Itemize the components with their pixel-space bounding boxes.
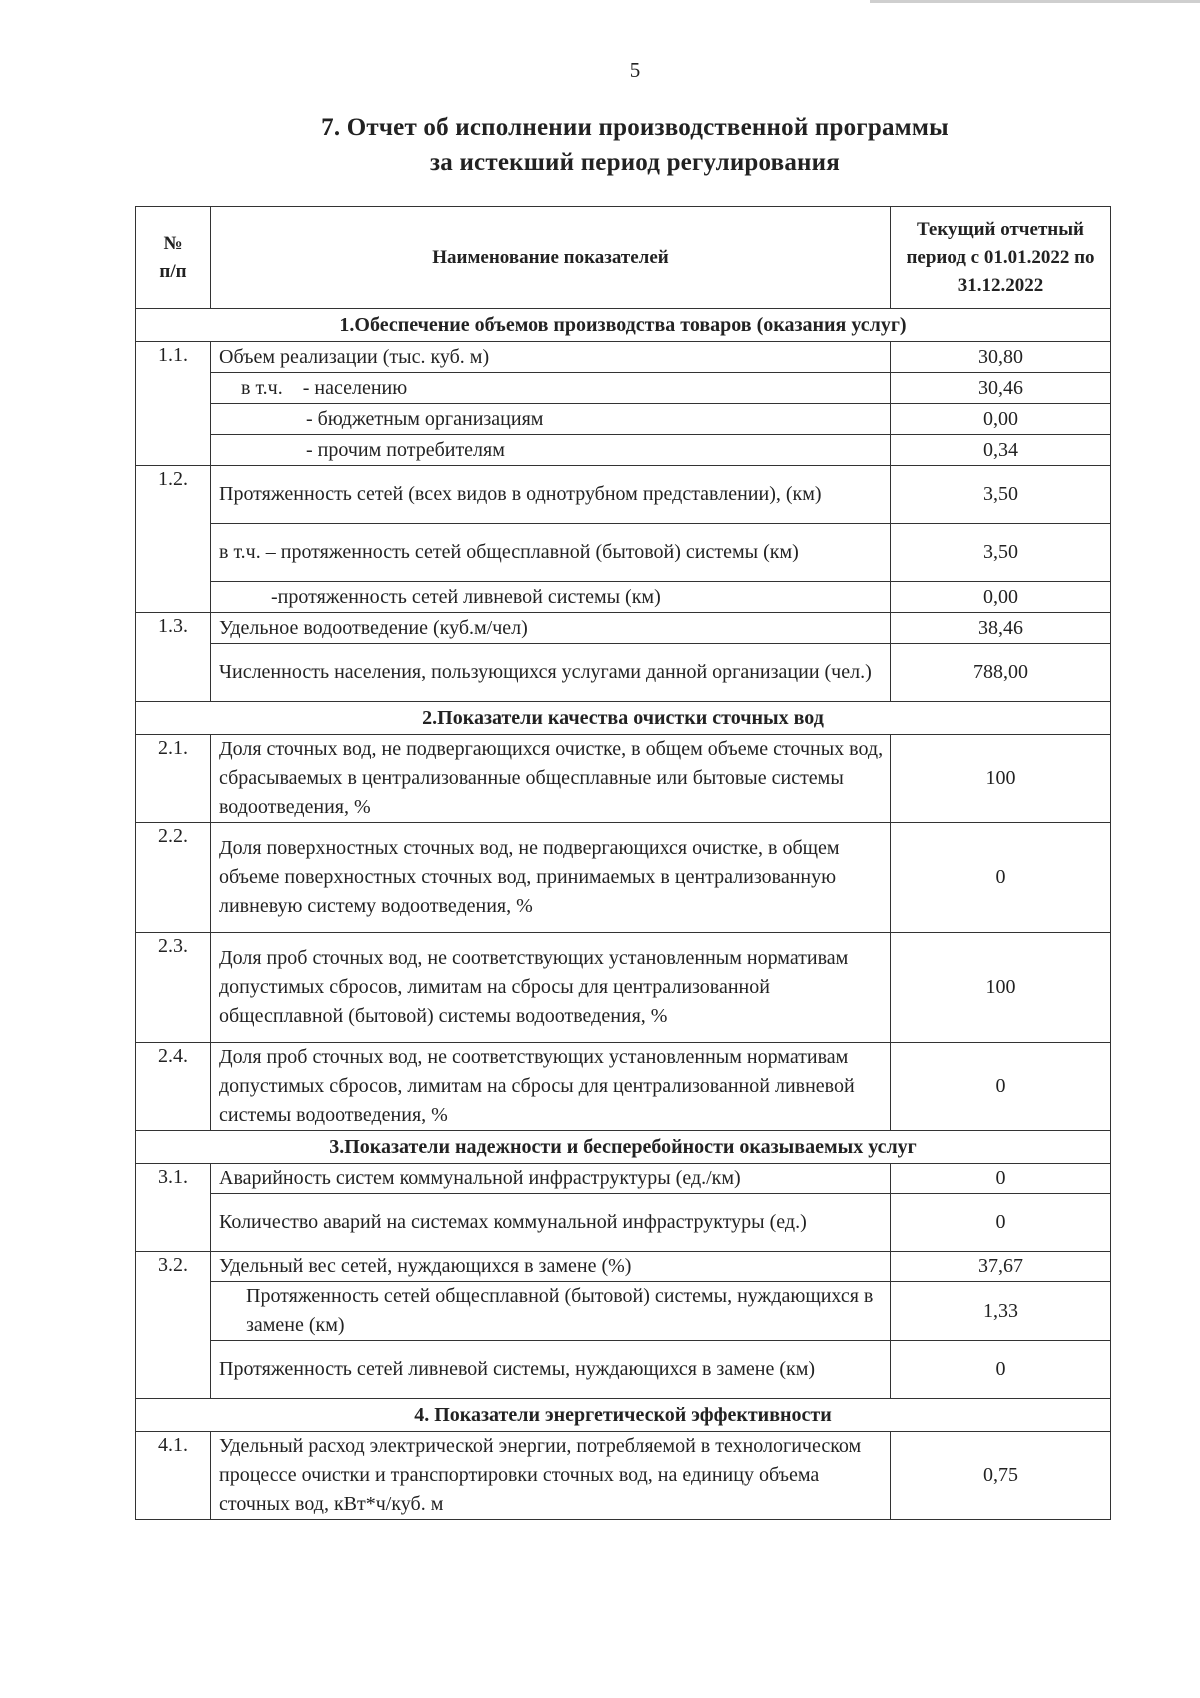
row-number: 4.1. bbox=[136, 1432, 211, 1520]
table-row bbox=[136, 1252, 1111, 1282]
table-row bbox=[136, 524, 1111, 582]
row-value: 30,46 bbox=[891, 373, 1111, 404]
section-1-row bbox=[136, 309, 1111, 342]
row-value: 0 bbox=[891, 823, 1111, 933]
row-name: Протяженность сетей (всех видов в однотрубном представлении), (км) bbox=[211, 466, 891, 524]
row-name: Численность населения, пользующихся услугами данной организации (чел.) bbox=[211, 644, 891, 702]
table-header-row bbox=[136, 207, 1111, 309]
row-name: -протяженность сетей ливневой системы (км) bbox=[211, 582, 891, 613]
table-row bbox=[136, 823, 1111, 933]
row-name: Аварийность систем коммунальной инфраструктуры (ед./км) bbox=[211, 1164, 891, 1194]
section-3-row bbox=[136, 1131, 1111, 1164]
row-name: Доля проб сточных вод, не соответствующих установленным нормативам допустимых сбросов, лимитам на сбросы для централизованной ливневой системы водоотведения, % bbox=[211, 1043, 891, 1131]
table-row bbox=[136, 1164, 1111, 1194]
row-name: Количество аварий на системах коммунальной инфраструктуры (ед.) bbox=[211, 1194, 891, 1252]
page-number: 5 bbox=[629, 58, 641, 82]
row-name: - бюджетным организациям bbox=[211, 404, 891, 435]
row-value: 0 bbox=[891, 1043, 1111, 1131]
row-value: 37,67 bbox=[891, 1252, 1111, 1282]
table-row bbox=[136, 735, 1111, 823]
row-value: 100 bbox=[891, 933, 1111, 1043]
table-row bbox=[136, 435, 1111, 466]
table-row bbox=[136, 1282, 1111, 1341]
table-row bbox=[136, 373, 1111, 404]
scan-edge-line bbox=[870, 0, 1200, 3]
row-value: 0,00 bbox=[891, 404, 1111, 435]
table-row bbox=[136, 342, 1111, 373]
section-4-row bbox=[136, 1399, 1111, 1432]
row-name: Доля сточных вод, не подвергающихся очистке, в общем объеме сточных вод, сбрасываемых в централизованные общесплавные или бытовые системы водоотведения, % bbox=[211, 735, 891, 823]
row-name: Объем реализации (тыс. куб. м) bbox=[211, 342, 891, 373]
section-2-row bbox=[136, 702, 1111, 735]
row-value: 0 bbox=[891, 1341, 1111, 1399]
row-value: 3,50 bbox=[891, 524, 1111, 582]
row-number: 2.2. bbox=[136, 823, 211, 933]
table-row bbox=[136, 1341, 1111, 1399]
table-row bbox=[136, 933, 1111, 1043]
section-title: 3.Показатели надежности и бесперебойности оказываемых услуг bbox=[136, 1131, 1111, 1164]
section-title: 1.Обеспечение объемов производства товаров (оказания услуг) bbox=[136, 309, 1111, 342]
row-name: Удельный вес сетей, нуждающихся в замене (%) bbox=[211, 1252, 891, 1282]
row-number: 2.1. bbox=[136, 735, 211, 823]
row-name: Удельное водоотведение (куб.м/чел) bbox=[211, 613, 891, 644]
title-line-1: 7. Отчет об исполнении производственной программы bbox=[321, 114, 949, 141]
row-name: Протяженность сетей ливневой системы, нуждающихся в замене (км) bbox=[211, 1341, 891, 1399]
row-value: 1,33 bbox=[891, 1282, 1111, 1341]
row-number: 1.2. bbox=[136, 466, 211, 613]
row-number: 3.2. bbox=[136, 1252, 211, 1399]
row-number: 2.4. bbox=[136, 1043, 211, 1131]
table-row bbox=[136, 1432, 1111, 1520]
header-num: № п/п bbox=[136, 207, 211, 309]
row-name: в т.ч. - населению bbox=[211, 373, 891, 404]
title-line-2: за истекший период регулирования bbox=[430, 149, 840, 176]
table-row bbox=[136, 1194, 1111, 1252]
table-row bbox=[136, 466, 1111, 524]
row-name: Доля поверхностных сточных вод, не подвергающихся очистке, в общем объеме поверхностных сточных вод, принимаемых в централизованную ливневую систему водоотведения, % bbox=[211, 823, 891, 933]
header-value: Текущий отчетный период с 01.01.2022 по 31.12.2022 bbox=[891, 207, 1111, 309]
row-value: 788,00 bbox=[891, 644, 1111, 702]
section-title: 2.Показатели качества очистки сточных вод bbox=[136, 702, 1111, 735]
row-number: 1.3. bbox=[136, 613, 211, 702]
row-value: 0 bbox=[891, 1164, 1111, 1194]
document-title bbox=[0, 110, 1200, 180]
row-number: 2.3. bbox=[136, 933, 211, 1043]
row-name: в т.ч. – протяженность сетей общесплавной (бытовой) системы (км) bbox=[211, 524, 891, 582]
row-value: 0,00 bbox=[891, 582, 1111, 613]
report-table bbox=[135, 206, 1111, 1520]
row-name: - прочим потребителям bbox=[211, 435, 891, 466]
row-number: 1.1. bbox=[136, 342, 211, 466]
table-row bbox=[136, 404, 1111, 435]
row-name: Удельный расход электрической энергии, потребляемой в технологическом процессе очистки и транспортировки сточных вод, на единицу объема сточных вод, кВт*ч/куб. м bbox=[211, 1432, 891, 1520]
row-value: 0,34 bbox=[891, 435, 1111, 466]
row-value: 3,50 bbox=[891, 466, 1111, 524]
row-number: 3.1. bbox=[136, 1164, 211, 1252]
header-name: Наименование показателей bbox=[211, 207, 891, 309]
section-title: 4. Показатели энергетической эффективности bbox=[136, 1399, 1111, 1432]
row-value: 30,80 bbox=[891, 342, 1111, 373]
row-value: 38,46 bbox=[891, 613, 1111, 644]
table-row bbox=[136, 582, 1111, 613]
row-value: 0,75 bbox=[891, 1432, 1111, 1520]
table-row bbox=[136, 644, 1111, 702]
row-value: 0 bbox=[891, 1194, 1111, 1252]
table-row bbox=[136, 613, 1111, 644]
table-row bbox=[136, 1043, 1111, 1131]
row-value: 100 bbox=[891, 735, 1111, 823]
row-name: Доля проб сточных вод, не соответствующих установленным нормативам допустимых сбросов, лимитам на сбросы для централизованной общесплавной (бытовой) системы водоотведения, % bbox=[211, 933, 891, 1043]
row-name: Протяженность сетей общесплавной (бытовой) системы, нуждающихся в замене (км) bbox=[211, 1282, 891, 1341]
